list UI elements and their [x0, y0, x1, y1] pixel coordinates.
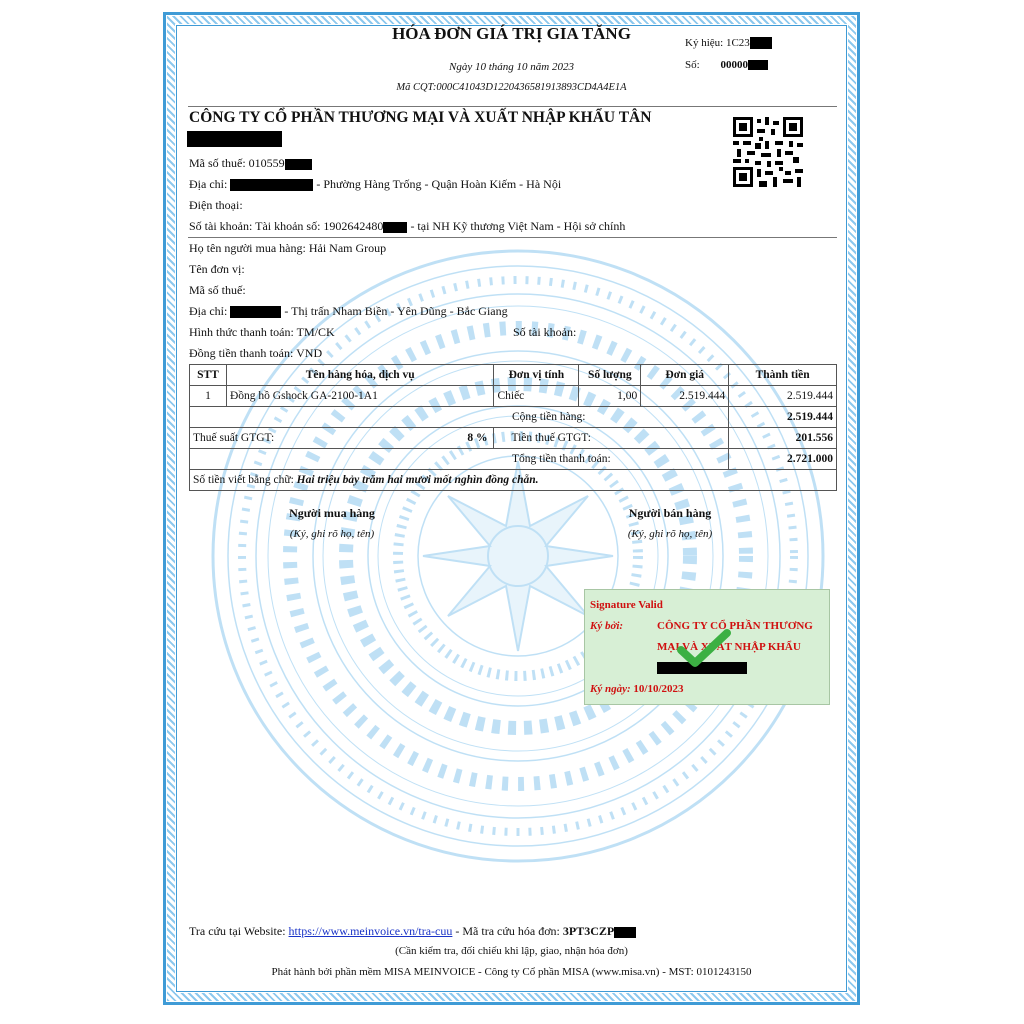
buyer-name-row: [189, 241, 386, 256]
number-label: Số:: [685, 59, 700, 71]
lookup-code-label: - Mã tra cứu hóa đơn:: [455, 924, 560, 938]
total-value: 2.721.000: [729, 449, 837, 470]
words-row: [190, 470, 837, 491]
total-row: [190, 449, 837, 470]
seller-tax-label: Mã số thuế:: [189, 156, 246, 170]
col-header: STT: [190, 365, 227, 386]
cell-stt: 1: [190, 386, 227, 407]
currency-value: VND: [296, 346, 323, 360]
buyer-sign-title: Người mua hàng: [289, 506, 375, 520]
seller-sign-hint: (Ký, ghi rõ họ, tên): [627, 528, 713, 540]
divider: [188, 237, 837, 238]
number-value: 00000: [720, 59, 748, 71]
redaction: [750, 37, 772, 49]
redaction: [748, 60, 768, 70]
vat-rate-label: Thuế suất GTGT:: [193, 432, 275, 444]
redaction: [230, 179, 313, 191]
payment-label: Hình thức thanh toán:: [189, 325, 294, 339]
signer-line-2: MẠI VÀ XUẤT NHẬP KHẨU: [657, 641, 801, 653]
payment-value: TM/CK: [296, 325, 335, 339]
cell-qty: 1,00: [579, 386, 641, 407]
col-header: Thành tiền: [729, 365, 837, 386]
vat-rate-cell: [190, 428, 494, 449]
redaction: [383, 222, 407, 233]
col-header: Đơn vị tính: [494, 365, 579, 386]
buyer-tax: Mã số thuế:: [189, 283, 246, 297]
words-value: Hai triệu bảy trăm hai mươi mốt nghìn đồng chẵn.: [296, 474, 539, 486]
redaction: [230, 306, 281, 318]
subtotal-row: [190, 407, 837, 428]
col-header: Số lượng: [579, 365, 641, 386]
total-label: Tổng tiền thanh toán:: [190, 449, 729, 470]
seller-account-label: Số tài khoản: Tài khoản số: 1902642480: [189, 219, 384, 233]
col-header: Tên hàng hóa, dịch vụ: [226, 365, 493, 386]
seller-phone: Điện thoại:: [189, 198, 243, 212]
vat-amount-label: Tiền thuế GTGT:: [494, 428, 729, 449]
vat-row: [190, 428, 837, 449]
words-label: Số tiền viết bằng chữ:: [193, 474, 294, 486]
col-header: Đơn giá: [641, 365, 729, 386]
table-row: [190, 386, 837, 407]
seller-address-label: Địa chỉ:: [189, 177, 228, 191]
qr-code: [733, 117, 803, 187]
buyer-address-label: Địa chỉ:: [189, 304, 228, 318]
items-table: [189, 364, 837, 491]
buyer-sign-hint: (Ký, ghi rõ họ, tên): [289, 528, 375, 540]
seller-sign-title: Người bán hàng: [628, 506, 712, 520]
seller-tax-row: [189, 156, 312, 171]
buyer-address-value: - Thị trấn Nham Biền - Yên Dũng - Bắc Giang: [284, 304, 508, 318]
redaction: [285, 159, 312, 170]
lookup-link[interactable]: https://www.meinvoice.vn/tra-cuu: [288, 924, 453, 938]
redaction: [614, 927, 636, 938]
invoice-symbol: [685, 37, 772, 49]
checkmark-icon: [677, 628, 731, 668]
sign-date-label: Ký ngày:: [590, 683, 631, 695]
cqt-code: Mã CQT:000C41043D1220436581913893CD4A4E1A: [396, 82, 627, 93]
seller-account-suffix: - tại NH Kỹ thương Việt Nam - Hội sở chính: [410, 219, 626, 233]
symbol-label: Ký hiệu:: [685, 37, 724, 49]
seller-address-row: [189, 177, 561, 192]
subtotal-label: Cộng tiền hàng:: [190, 407, 729, 428]
digital-signature-box: [584, 589, 830, 705]
cell-price: 2.519.444: [641, 386, 729, 407]
cell-unit: Chiếc: [494, 386, 579, 407]
lookup-code-value: 3PT3CZP: [562, 924, 615, 938]
vat-rate-value: 8 %: [467, 432, 488, 444]
table-header-row: [190, 365, 837, 386]
seller-account-row: [189, 219, 625, 234]
buyer-account: Số tài khoản:: [513, 325, 577, 339]
buyer-address-row: [189, 304, 508, 319]
currency-label: Đồng tiền thanh toán:: [189, 346, 294, 360]
footer-issuer: Phát hành bởi phần mềm MISA MEINVOICE - Công ty Cổ phần MISA (www.misa.vn) - MST: 0101243150: [271, 966, 752, 978]
footer-note: (Cần kiểm tra, đối chiếu khi lập, giao, nhận hóa đơn): [395, 945, 628, 957]
seller-address-value: - Phường Hàng Trống - Quận Hoàn Kiếm - Hà Nội: [316, 177, 562, 191]
divider: [188, 106, 837, 107]
redaction: [187, 131, 282, 147]
currency-row: [189, 346, 322, 361]
invoice-date: Ngày 10 tháng 10 năm 2023: [449, 61, 574, 73]
lookup-row: [189, 924, 636, 939]
subtotal-value: 2.519.444: [729, 407, 837, 428]
signed-by-label: Ký bởi:: [590, 620, 624, 632]
buyer-name-value: Hải Nam Group: [308, 241, 387, 255]
cell-amount: 2.519.444: [729, 386, 837, 407]
invoice-title: HÓA ĐƠN GIÁ TRỊ GIA TĂNG: [392, 24, 631, 43]
signer-line-1: CÔNG TY CỔ PHẦN THƯƠNG: [657, 620, 813, 632]
seller-company: CÔNG TY CỔ PHẦN THƯƠNG MẠI VÀ XUẤT NHẬP KHẨU TÂN: [189, 109, 652, 126]
sign-date-value: 10/10/2023: [633, 683, 684, 695]
seller-tax-value: 010559: [248, 156, 285, 170]
signature-status: Signature Valid: [590, 599, 663, 611]
cell-name: Đồng hồ Gshock GA-2100-1A1: [226, 386, 493, 407]
symbol-value: 1C23: [725, 37, 750, 49]
words-cell: [190, 470, 837, 491]
buyer-unit: Tên đơn vị:: [189, 262, 245, 276]
buyer-name-label: Họ tên người mua hàng:: [189, 241, 306, 255]
invoice-number: [685, 59, 768, 71]
buyer-payment-row: [189, 325, 335, 340]
lookup-label: Tra cứu tại Website:: [189, 924, 286, 938]
vat-amount-value: 201.556: [729, 428, 837, 449]
sign-date-row: [590, 683, 684, 695]
